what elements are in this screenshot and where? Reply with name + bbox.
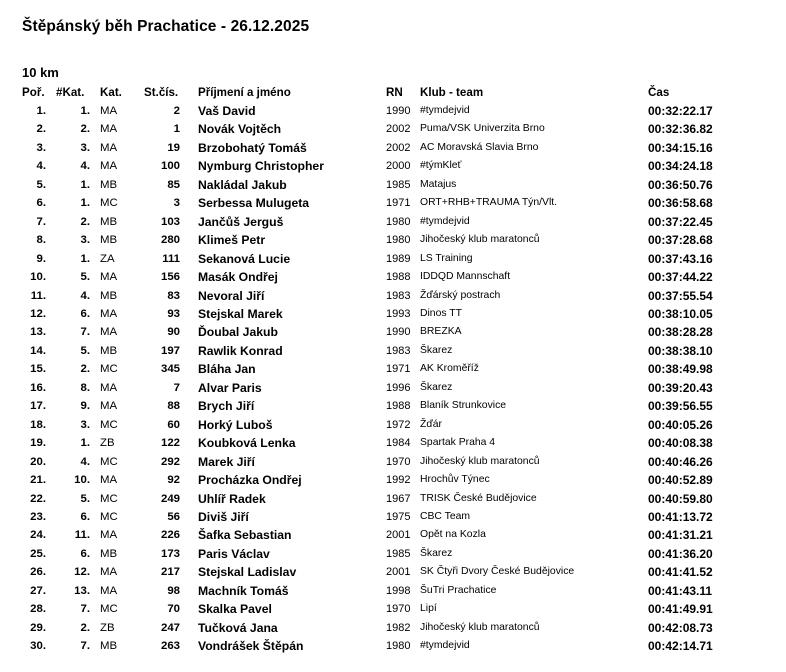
table-cell-time: 00:42:14.71 (648, 639, 713, 654)
table-cell-name: Nevoral Jiří (198, 288, 265, 303)
table-cell-time: 00:38:38.10 (648, 343, 713, 358)
table-cell-time: 00:37:28.68 (648, 233, 713, 248)
table-cell-category: MC (100, 455, 118, 468)
table-cell-birth-year: 2002 (386, 141, 411, 154)
table-cell-time: 00:41:41.52 (648, 565, 713, 580)
table-row (22, 434, 784, 452)
table-cell-category-position: 6. (80, 307, 90, 320)
table-cell-start-number: 3 (173, 197, 180, 210)
table-cell-position: 26. (30, 566, 46, 579)
table-cell-position: 23. (30, 510, 46, 523)
table-cell-category: MC (100, 197, 118, 210)
table-cell-category-position: 3. (80, 234, 90, 247)
table-cell-club: IDDQD Mannschaft (420, 271, 511, 283)
table-cell-start-number: 85 (167, 178, 180, 191)
table-cell-start-number: 60 (167, 418, 180, 431)
table-cell-name: Vondrášek Štěpán (198, 639, 304, 654)
table-cell-position: 10. (30, 271, 46, 284)
table-cell-category-position: 1. (80, 197, 90, 210)
table-cell-club: Opět na Kozla (420, 529, 486, 541)
table-cell-position: 16. (30, 381, 46, 394)
table-cell-position: 4. (36, 160, 46, 173)
table-cell-time: 00:40:59.80 (648, 491, 713, 506)
table-header-row (22, 86, 784, 102)
table-cell-birth-year: 1989 (386, 252, 411, 265)
table-cell-category-position: 10. (74, 474, 90, 487)
table-cell-start-number: 280 (160, 234, 180, 247)
table-cell-name: Brych Jiří (198, 399, 255, 414)
table-cell-start-number: 345 (160, 363, 180, 376)
table-cell-name: Nakládal Jakub (198, 177, 287, 192)
table-cell-club: Matajus (420, 178, 457, 190)
table-cell-category-position: 4. (80, 289, 90, 302)
table-cell-name: Šafka Sebastian (198, 528, 292, 543)
table-cell-time: 00:37:43.16 (648, 251, 713, 266)
table-cell-category: MA (100, 141, 118, 154)
table-cell-category: MC (100, 363, 118, 376)
table-cell-position: 25. (30, 547, 46, 560)
table-cell-time: 00:37:44.22 (648, 270, 713, 285)
table-cell-category-position: 3. (80, 418, 90, 431)
table-cell-category: MA (100, 326, 118, 339)
table-cell-category-position: 4. (80, 160, 90, 173)
table-row (22, 471, 784, 489)
table-cell-category-position: 5. (80, 492, 90, 505)
table-cell-position: 13. (30, 326, 46, 339)
table-row (22, 379, 784, 397)
table-cell-position: 7. (36, 215, 46, 228)
table-cell-birth-year: 1984 (386, 437, 411, 450)
table-row (22, 637, 784, 655)
table-cell-category: MA (100, 307, 118, 320)
table-cell-birth-year: 1988 (386, 271, 411, 284)
table-cell-category-position: 5. (80, 271, 90, 284)
table-cell-birth-year: 1998 (386, 584, 411, 597)
table-row (22, 268, 784, 286)
table-cell-time: 00:40:08.38 (648, 436, 713, 451)
table-cell-start-number: 249 (160, 492, 180, 505)
table-cell-start-number: 19 (167, 141, 180, 154)
table-cell-position: 12. (30, 307, 46, 320)
table-cell-category: MB (100, 178, 118, 191)
table-cell-time: 00:34:24.18 (648, 159, 713, 174)
table-cell-category: MA (100, 160, 118, 173)
table-cell-birth-year: 1990 (386, 105, 411, 117)
table-cell-category: MB (100, 640, 118, 653)
table-cell-category: MA (100, 123, 118, 136)
table-row (22, 490, 784, 508)
table-cell-category: MA (100, 400, 118, 413)
table-cell-name: Horký Luboš (198, 417, 273, 432)
table-cell-position: 9. (36, 252, 46, 265)
table-cell-birth-year: 1988 (386, 400, 411, 413)
table-cell-position: 19. (30, 437, 46, 450)
table-cell-club: ORT+RHB+TRAUMA Týn/Vlt. (420, 197, 558, 209)
page-title: Štěpánský běh Prachatice - 26.12.2025 (22, 18, 310, 35)
table-cell-name: Vaš David (198, 104, 256, 118)
table-cell-birth-year: 2000 (386, 160, 411, 173)
table-cell-category: ZB (100, 437, 115, 450)
table-row (22, 545, 784, 563)
table-cell-position: 30. (30, 640, 46, 653)
table-cell-time: 00:40:05.26 (648, 417, 713, 432)
table-cell-position: 21. (30, 474, 46, 487)
table-row (22, 305, 784, 323)
table-row (22, 582, 784, 600)
table-cell-category-position: 11. (74, 529, 90, 542)
table-cell-birth-year: 1972 (386, 418, 411, 431)
table-cell-club: Spartak Praha 4 (420, 437, 496, 449)
table-cell-category: MC (100, 492, 118, 505)
table-cell-category-position: 1. (80, 252, 90, 265)
table-cell-name: Nymburg Christopher (198, 159, 324, 174)
table-cell-club: Jihočeský klub maratonců (420, 455, 540, 467)
table-cell-name: Novák Vojtěch (198, 122, 282, 137)
table-cell-category-position: 1. (80, 437, 90, 450)
table-cell-start-number: 56 (167, 510, 180, 523)
table-cell-start-number: 226 (160, 529, 180, 542)
results-table-body (22, 102, 784, 656)
table-cell-birth-year: 1975 (386, 510, 411, 523)
table-row (22, 176, 784, 194)
results-table (22, 86, 784, 656)
table-row (22, 563, 784, 581)
table-cell-start-number: 292 (160, 455, 180, 468)
table-cell-start-number: 156 (160, 271, 180, 284)
table-cell-name: Serbessa Mulugeta (198, 196, 310, 211)
table-cell-time: 00:38:10.05 (648, 306, 713, 321)
table-cell-birth-year: 1967 (386, 492, 411, 505)
table-cell-category-position: 2. (80, 215, 90, 228)
table-cell-start-number: 98 (167, 584, 180, 597)
table-cell-birth-year: 1980 (386, 640, 411, 653)
table-cell-name: Ďoubal Jakub (198, 325, 278, 340)
table-row (22, 250, 784, 268)
table-cell-category-position: 8. (80, 381, 90, 394)
table-cell-category-position: 1. (80, 105, 90, 117)
table-row (22, 342, 784, 360)
table-cell-club: TRISK České Budějovice (420, 492, 537, 504)
column-header-start-number: St.čís. (144, 86, 179, 99)
table-cell-name: Alvar Paris (198, 380, 262, 395)
table-cell-birth-year: 1985 (386, 178, 411, 191)
table-cell-club: #tymdejvid (420, 215, 470, 227)
table-cell-category-position: 5. (80, 344, 90, 357)
table-cell-start-number: 93 (167, 307, 180, 320)
table-cell-category: MB (100, 234, 118, 247)
table-cell-category-position: 12. (74, 566, 90, 579)
table-cell-birth-year: 2001 (386, 529, 411, 542)
results-table-header (22, 86, 784, 102)
table-cell-birth-year: 2001 (386, 566, 411, 579)
column-header-name: Příjmení a jméno (198, 86, 291, 99)
table-cell-time: 00:39:56.55 (648, 399, 713, 414)
table-cell-time: 00:34:15.16 (648, 140, 713, 155)
table-cell-time: 00:37:22.45 (648, 214, 713, 229)
table-cell-category: MB (100, 215, 118, 228)
table-cell-club: Jihočeský klub maratonců (420, 234, 540, 246)
column-header-position: Poř. (22, 86, 45, 99)
column-header-time: Čas (648, 86, 670, 99)
table-cell-name: Rawlik Konrad (198, 343, 283, 358)
table-row (22, 397, 784, 415)
table-cell-category: MA (100, 105, 118, 117)
table-cell-time: 00:37:55.54 (648, 288, 713, 303)
table-cell-position: 3. (36, 141, 46, 154)
table-cell-category: ZB (100, 621, 115, 634)
table-cell-start-number: 247 (160, 621, 180, 634)
table-cell-birth-year: 1982 (386, 621, 411, 634)
table-cell-category: MB (100, 547, 118, 560)
table-cell-birth-year: 1983 (386, 289, 411, 302)
table-cell-start-number: 7 (173, 381, 180, 394)
race-distance-heading: 10 km (22, 65, 59, 80)
table-cell-club: Puma/VSK Univerzita Brno (420, 123, 545, 135)
table-cell-time: 00:41:31.21 (648, 528, 713, 543)
table-cell-position: 17. (30, 400, 46, 413)
table-row (22, 231, 784, 249)
table-cell-time: 00:36:50.76 (648, 177, 713, 192)
table-cell-position: 2. (36, 123, 46, 136)
table-cell-name: Sekanová Lucie (198, 251, 291, 266)
table-cell-category-position: 1. (80, 178, 90, 191)
table-cell-position: 6. (36, 197, 46, 210)
table-row (22, 360, 784, 378)
table-cell-club: #tymdejvid (420, 640, 470, 652)
table-cell-category-position: 2. (80, 363, 90, 376)
table-cell-club: SK Čtyři Dvory České Budějovice (420, 566, 575, 578)
table-cell-position: 20. (30, 455, 46, 468)
table-cell-start-number: 2 (173, 105, 180, 117)
table-cell-position: 8. (36, 234, 46, 247)
table-cell-position: 5. (36, 178, 46, 191)
table-cell-club: Blaník Strunkovice (420, 400, 507, 412)
table-cell-birth-year: 1971 (386, 363, 411, 376)
table-cell-category: ZA (100, 252, 115, 265)
table-cell-name: Stejskal Marek (198, 306, 283, 321)
table-row (22, 508, 784, 526)
table-row (22, 287, 784, 305)
table-cell-start-number: 173 (160, 547, 180, 560)
table-row (22, 619, 784, 637)
table-cell-time: 00:41:13.72 (648, 509, 713, 524)
table-cell-club: Žďárský postrach (420, 289, 501, 301)
table-cell-club: Lipí (420, 603, 437, 615)
table-cell-name: Skalka Pavel (198, 602, 272, 617)
table-cell-position: 18. (30, 418, 46, 431)
table-cell-position: 27. (30, 584, 46, 597)
table-cell-name: Uhlíř Radek (198, 491, 266, 506)
table-cell-name: Procházka Ondřej (198, 473, 302, 488)
table-cell-category-position: 7. (80, 326, 90, 339)
table-cell-time: 00:39:20.43 (648, 380, 713, 395)
table-cell-category: MA (100, 381, 118, 394)
table-cell-category-position: 2. (80, 621, 90, 634)
table-cell-category: MC (100, 603, 118, 616)
table-cell-club: #tymdejvid (420, 105, 470, 116)
table-cell-name: Klimeš Petr (198, 233, 266, 248)
table-cell-start-number: 1 (173, 123, 180, 136)
table-cell-position: 22. (30, 492, 46, 505)
table-cell-name: Bláha Jan (198, 362, 256, 377)
table-row (22, 194, 784, 212)
table-cell-birth-year: 1993 (386, 307, 411, 320)
table-cell-name: Machník Tomáš (198, 583, 289, 598)
table-row (22, 213, 784, 231)
table-cell-category: MC (100, 510, 118, 523)
table-cell-birth-year: 1990 (386, 326, 411, 339)
table-cell-time: 00:32:36.82 (648, 122, 713, 137)
table-row (22, 139, 784, 157)
table-cell-start-number: 92 (167, 474, 180, 487)
table-cell-club: Škarez (420, 547, 453, 559)
table-row (22, 323, 784, 341)
table-cell-position: 15. (30, 363, 46, 376)
table-row (22, 157, 784, 175)
table-cell-time: 00:41:43.11 (648, 583, 713, 598)
table-cell-club: Hrochův Týnec (420, 474, 490, 486)
table-cell-category-position: 6. (80, 510, 90, 523)
table-cell-club: Škarez (420, 344, 453, 356)
table-cell-position: 28. (30, 603, 46, 616)
table-cell-category-position: 6. (80, 547, 90, 560)
table-cell-start-number: 83 (167, 289, 180, 302)
table-cell-start-number: 263 (160, 640, 180, 653)
table-cell-name: Diviš Jiří (198, 509, 249, 524)
table-cell-start-number: 122 (160, 437, 180, 450)
table-cell-birth-year: 1971 (386, 197, 411, 210)
table-cell-position: 29. (30, 621, 46, 634)
table-cell-time: 00:41:36.20 (648, 546, 713, 561)
column-header-club: Klub - team (420, 86, 484, 99)
table-cell-club: BREZKA (420, 326, 462, 338)
table-cell-category-position: 9. (80, 400, 90, 413)
table-cell-position: 24. (30, 529, 46, 542)
table-cell-name: Jančůš Jerguš (198, 214, 284, 229)
column-header-birth-year: RN (386, 86, 403, 99)
table-row (22, 600, 784, 618)
table-row (22, 102, 784, 120)
table-cell-start-number: 197 (160, 344, 180, 357)
table-cell-category-position: 3. (80, 141, 90, 154)
table-cell-name: Marek Jiří (198, 454, 255, 469)
table-row (22, 416, 784, 434)
table-cell-birth-year: 1992 (386, 474, 411, 487)
table-cell-time: 00:38:28.28 (648, 325, 713, 340)
table-cell-category: MA (100, 529, 118, 542)
table-cell-category: MA (100, 271, 118, 284)
table-cell-club: CBC Team (420, 510, 471, 522)
table-row (22, 453, 784, 471)
table-cell-club: Škarez (420, 381, 453, 393)
table-cell-club: LS Training (420, 252, 473, 264)
table-cell-birth-year: 1980 (386, 215, 411, 228)
table-cell-time: 00:40:46.26 (648, 454, 713, 469)
table-cell-category: MB (100, 344, 118, 357)
table-cell-start-number: 100 (160, 160, 180, 173)
table-cell-name: Stejskal Ladislav (198, 565, 297, 580)
table-cell-category: MA (100, 566, 118, 579)
table-cell-name: Brzobohatý Tomáš (198, 140, 307, 155)
table-cell-category-position: 2. (80, 123, 90, 136)
table-cell-category-position: 7. (80, 603, 90, 616)
table-cell-category: MB (100, 289, 118, 302)
table-cell-name: Tučková Jana (198, 620, 278, 635)
table-cell-time: 00:38:49.98 (648, 362, 713, 377)
table-cell-birth-year: 2002 (386, 123, 411, 136)
table-row (22, 526, 784, 544)
table-cell-name: Koubková Lenka (198, 436, 296, 451)
table-cell-category: MA (100, 474, 118, 487)
table-cell-birth-year: 1980 (386, 234, 411, 247)
table-cell-club: Žďár (420, 418, 442, 430)
table-cell-start-number: 88 (167, 400, 180, 413)
table-cell-position: 14. (30, 344, 46, 357)
column-header-category: Kat. (100, 86, 122, 99)
table-cell-birth-year: 1970 (386, 455, 411, 468)
table-cell-name: Masák Ondřej (198, 270, 278, 285)
table-cell-start-number: 90 (167, 326, 180, 339)
table-cell-club: Dinos TT (420, 307, 462, 319)
table-cell-position: 11. (30, 289, 46, 302)
table-cell-birth-year: 1996 (386, 381, 411, 394)
table-cell-club: AC Moravská Slavia Brno (420, 141, 539, 153)
table-cell-time: 00:40:52.89 (648, 473, 713, 488)
table-cell-club: AK Kroměříž (420, 363, 479, 375)
table-cell-category-position: 13. (74, 584, 90, 597)
table-cell-time: 00:36:58.68 (648, 196, 713, 211)
table-cell-position: 1. (36, 105, 46, 117)
table-cell-name: Paris Václav (198, 546, 270, 561)
table-cell-start-number: 70 (167, 603, 180, 616)
table-cell-category-position: 4. (80, 455, 90, 468)
table-cell-club: #týmKleť (420, 160, 462, 172)
table-row (22, 120, 784, 138)
table-cell-start-number: 103 (160, 215, 180, 228)
table-cell-time: 00:41:49.91 (648, 602, 713, 617)
table-cell-category: MA (100, 584, 118, 597)
table-cell-time: 00:32:22.17 (648, 104, 713, 118)
table-cell-time: 00:42:08.73 (648, 620, 713, 635)
table-cell-start-number: 217 (160, 566, 180, 579)
table-cell-birth-year: 1983 (386, 344, 411, 357)
column-header-category-position: #Kat. (56, 86, 85, 99)
table-cell-birth-year: 1970 (386, 603, 411, 616)
table-cell-club: Jihočeský klub maratonců (420, 621, 540, 633)
table-cell-start-number: 111 (162, 252, 180, 265)
table-cell-category: MC (100, 418, 118, 431)
table-cell-birth-year: 1985 (386, 547, 411, 560)
table-cell-club: ŠuTri Prachatice (420, 584, 497, 596)
table-cell-category-position: 7. (80, 640, 90, 653)
